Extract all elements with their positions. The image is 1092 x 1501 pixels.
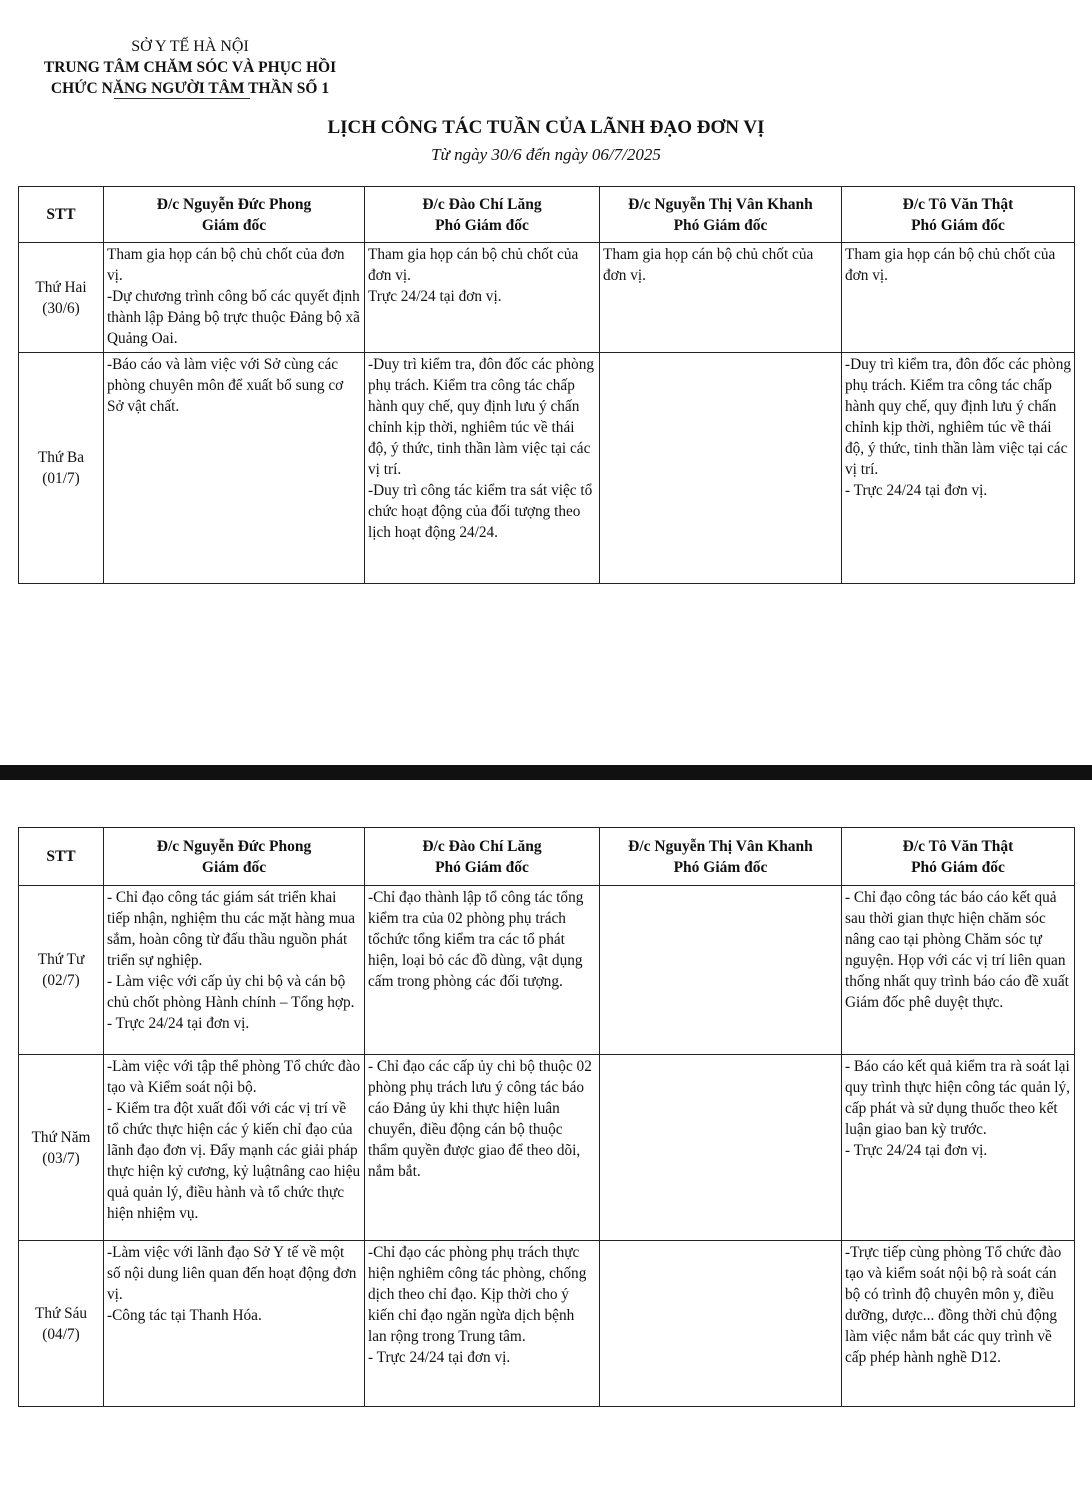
- page-divider: [0, 765, 1092, 780]
- table-row: [19, 353, 1075, 584]
- leader-3-name: Đ/c Nguyễn Thị Vân Khanh: [628, 195, 813, 213]
- leader-3-role: Phó Giám đốc: [673, 858, 768, 876]
- header-leader-4: [842, 187, 1075, 243]
- leader-2-name: Đ/c Đào Chí Lăng: [422, 837, 542, 855]
- leader-2-role: Phó Giám đốc: [435, 858, 529, 876]
- schedule-cell: [600, 1241, 842, 1407]
- leader-1-role: Giám đốc: [201, 858, 267, 876]
- header-leader-4: [842, 828, 1075, 886]
- header-leader-1: [104, 187, 365, 243]
- header-leader-2: [365, 187, 600, 243]
- schedule-cell: -Chỉ đạo các phòng phụ trách thực hiện nghiêm công tác phòng, chống dịch theo chỉ đạo. Kịp thời cho ý kiến chỉ đạo ngăn ngừa dịch bệnh lan rộng trong Trung tâm. - Trực 24/24 tại đơn vị.: [365, 1241, 600, 1407]
- document-subtitle: Từ ngày 30/6 đến ngày 06/7/2025: [431, 145, 661, 164]
- schedule-cell: Tham gia họp cán bộ chủ chốt của đơn vị.: [600, 243, 842, 353]
- table-header-row: [19, 828, 1075, 886]
- leader-1-role: Giám đốc: [201, 216, 267, 234]
- table-row: [19, 1055, 1075, 1241]
- day-date: (03/7): [42, 1149, 80, 1167]
- day-name: Thứ Tư: [37, 951, 85, 968]
- schedule-cell: Tham gia họp cán bộ chủ chốt của đơn vị. -Dự chương trình công bố các quyết định thành lập Đảng bộ trực thuộc Đảng bộ xã Quảng Oai.: [104, 243, 365, 353]
- day-name: Thứ Hai: [35, 278, 87, 296]
- leader-3-role: Phó Giám đốc: [673, 216, 768, 234]
- schedule-cell: - Chỉ đạo công tác báo cáo kết quả sau thời gian thực hiện chăm sóc nâng cao tại phòng Chăm sóc tự nguyện. Họp với các vị trí liên quan thống nhất quy trình báo cáo đề xuất Giám đốc phê duyệt thực.: [842, 886, 1075, 1055]
- day-cell: [19, 886, 104, 1055]
- schedule-cell: -Duy trì kiểm tra, đôn đốc các phòng phụ trách. Kiểm tra công tác chấp hành quy chế, quy định lưu ý chấn chỉnh kịp thời, nghiêm túc về thái độ, ý thức, tinh thần làm việc tại các vị trí. - Trực 24/24 tại đơn vị.: [842, 353, 1075, 584]
- schedule-cell: - Chỉ đạo các cấp ủy chi bộ thuộc 02 phòng phụ trách lưu ý công tác báo cáo Đảng ủy khi thực hiện luân chuyển, điều động cán bộ thuộc thẩm quyền được giao để theo dõi, nắm bắt.: [365, 1055, 600, 1241]
- leader-4-name: Đ/c Tô Văn Thật: [902, 195, 1014, 213]
- day-date: (04/7): [42, 1325, 80, 1343]
- day-date: (02/7): [42, 972, 80, 989]
- header-leader-3: [600, 828, 842, 886]
- schedule-cell: -Chỉ đạo thành lập tổ công tác tổng kiểm tra của 02 phòng phụ trách tổchức tổng kiểm tra các tổ phát hiện, loại bỏ các đồ dùng, vật dụng cấm trong phòng các đối tượng.: [365, 886, 600, 1055]
- org-name-line2: TRUNG TÂM CHĂM SÓC VÀ PHỤC HỒI: [43, 59, 337, 76]
- leader-2-name: Đ/c Đào Chí Lăng: [422, 195, 542, 213]
- org-underline: [114, 98, 250, 99]
- schedule-cell: -Trực tiếp cùng phòng Tổ chức đào tạo và kiểm soát nội bộ rà soát cán bộ có trình độ chuyên môn y, điều dưỡng, dược... đồng thời chủ động làm việc nắm bắt các quy trình về cấp phép hành nghề D12.: [842, 1241, 1075, 1407]
- leader-4-name: Đ/c Tô Văn Thật: [902, 837, 1014, 855]
- day-cell: [19, 1241, 104, 1407]
- header-stt: STT: [19, 187, 104, 243]
- table-header-row: [19, 187, 1075, 243]
- schedule-cell: [600, 1055, 842, 1241]
- day-name: Thứ Ba: [37, 449, 85, 466]
- day-date: (01/7): [42, 470, 80, 487]
- day-name: Thứ Năm: [31, 1128, 91, 1146]
- header-leader-2: [365, 828, 600, 886]
- schedule-cell: [104, 886, 365, 1055]
- schedule-cell: Tham gia họp cán bộ chủ chốt của đơn vị.: [842, 243, 1075, 353]
- day-cell: [19, 353, 104, 584]
- leader-1-name: Đ/c Nguyễn Đức Phong: [156, 837, 312, 855]
- leader-3-name: Đ/c Nguyễn Thị Vân Khanh: [628, 837, 813, 855]
- org-name-line3: CHỨC NĂNG NGƯỜI TÂM THẦN SỐ 1: [50, 80, 330, 97]
- schedule-text: - Chỉ đạo công tác giám sát triển khai tiếp nhận, nghiệm thu các mặt hàng mua sắm, hoàn công từ đấu thầu nguồn phát triển sự nghiệp. - Làm việc với cấp ủy chi bộ và cán bộ chủ chốt phòng Hành chính – Tổng hợp. - Trực 24/24 tại đơn vị.: [107, 889, 356, 1032]
- schedule-cell: Tham gia họp cán bộ chủ chốt của đơn vị. Trực 24/24 tại đơn vị.: [365, 243, 600, 353]
- schedule-table-page-2: [18, 827, 1075, 1407]
- leader-4-role: Phó Giám đốc: [911, 858, 1005, 876]
- table-row: [19, 1241, 1075, 1407]
- schedule-cell: -Báo cáo và làm việc với Sở cùng các phòng chuyên môn để xuất bổ sung cơ Sở vật chất.: [104, 353, 365, 584]
- schedule-cell: [600, 353, 842, 584]
- day-date: (30/6): [42, 299, 80, 317]
- day-name: Thứ Sáu: [34, 1304, 88, 1322]
- document-title: LỊCH CÔNG TÁC TUẦN CỦA LÃNH ĐẠO ĐƠN VỊ: [327, 117, 765, 138]
- schedule-cell: -Duy trì kiểm tra, đôn đốc các phòng phụ trách. Kiểm tra công tác chấp hành quy chế, quy định lưu ý chấn chỉnh kịp thời, nghiêm túc về thái độ, ý thức, tinh thần làm việc tại các vị trí. -Duy trì công tác kiểm tra sát việc tổ chức hoạt động của đối tượng theo lịch hoạt động 24/24.: [365, 353, 600, 584]
- leader-2-role: Phó Giám đốc: [435, 216, 529, 234]
- header-leader-1: [104, 828, 365, 886]
- table-row: [19, 243, 1075, 353]
- schedule-cell: - Báo cáo kết quả kiểm tra rà soát lại quy trình thực hiện công tác quản lý, cấp phát và sử dụng thuốc theo kết luận giao ban kỳ trước. - Trực 24/24 tại đơn vị.: [842, 1055, 1075, 1241]
- header-stt: STT: [19, 828, 104, 886]
- table-row: [19, 886, 1075, 1055]
- leader-4-role: Phó Giám đốc: [911, 216, 1005, 234]
- day-cell: [19, 1055, 104, 1241]
- schedule-cell: -Làm việc với tập thể phòng Tổ chức đào tạo và Kiểm soát nội bộ. - Kiểm tra đột xuất đối với các vị trí về tổ chức thực hiện các ý kiến chỉ đạo của lãnh đạo đơn vị. Đẩy mạnh các giải pháp thực hiện kỷ cương, kỷ luậtnâng cao hiệu quả quản lý, điều hành và tổ chức thực hiện nhiệm vụ.: [104, 1055, 365, 1241]
- schedule-table-page-1: [18, 186, 1075, 584]
- org-name-line1: SỞ Y TẾ HÀ NỘI: [131, 38, 249, 55]
- schedule-cell: -Làm việc với lãnh đạo Sở Y tế về một số nội dung liên quan đến hoạt động đơn vị. -Công tác tại Thanh Hóa.: [104, 1241, 365, 1407]
- leader-1-name: Đ/c Nguyễn Đức Phong: [156, 195, 312, 213]
- day-cell: [19, 243, 104, 353]
- header-leader-3: [600, 187, 842, 243]
- schedule-cell: [600, 886, 842, 1055]
